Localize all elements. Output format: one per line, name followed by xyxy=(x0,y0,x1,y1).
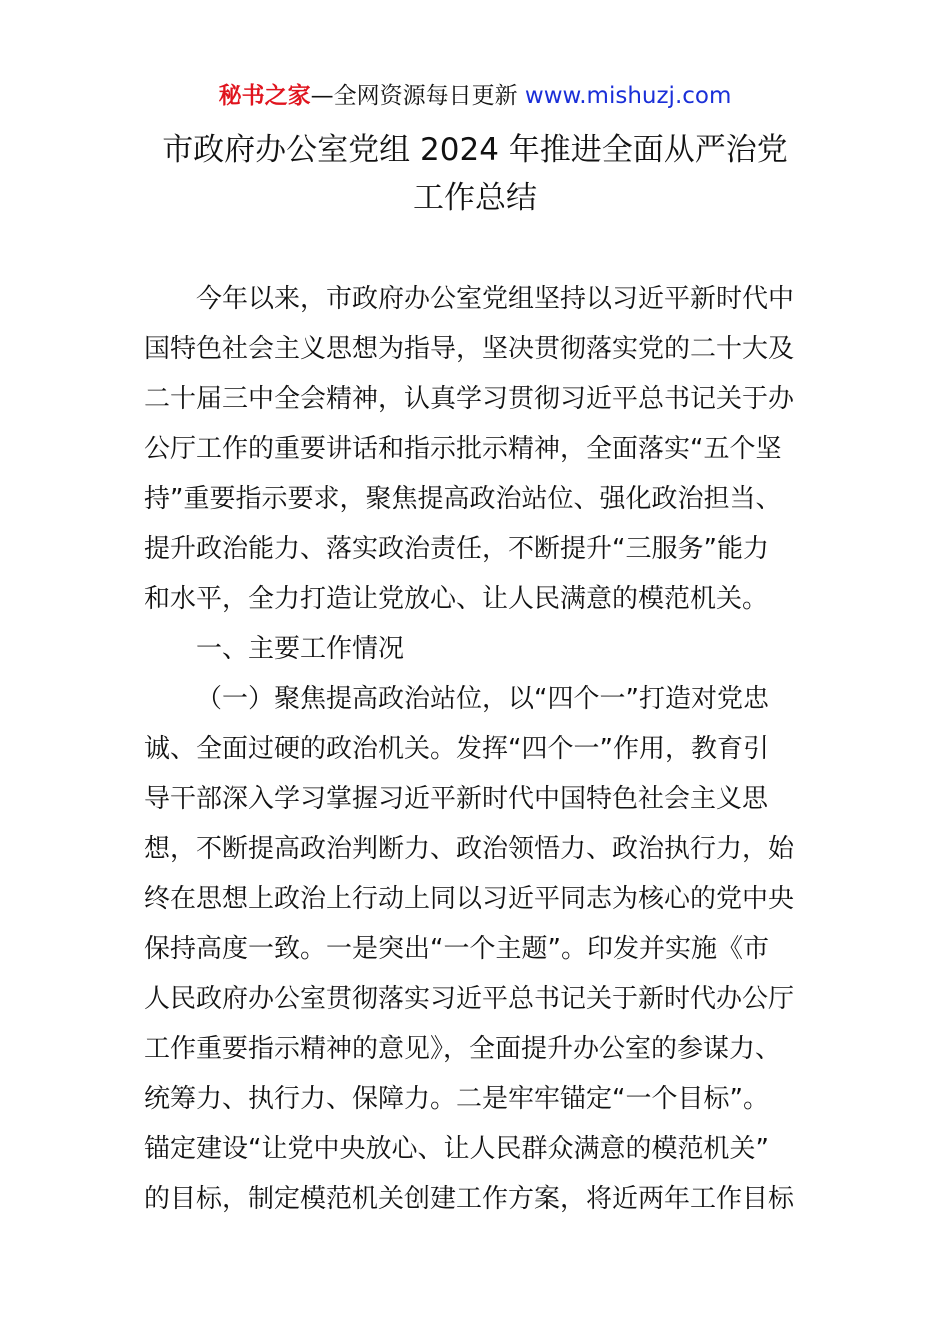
body-line: 持”重要指示要求，聚焦提高政治站位、强化政治担当、 xyxy=(144,484,782,514)
document-title-line-2: 工作总结 xyxy=(413,180,537,216)
document-body xyxy=(144,274,808,1224)
body-line: 工作重要指示精神的意见》，全面提升办公室的参谋力、 xyxy=(144,1034,782,1064)
body-line: 和水平，全力打造让党放心、让人民满意的模范机关。 xyxy=(144,584,769,614)
document-title xyxy=(0,126,950,222)
body-line: 统筹力、执行力、保障力。二是牢牢锚定“一个目标”。 xyxy=(144,1084,769,1114)
body-line: 二十届三中全会精神，认真学习贯彻习近平总书记关于办 xyxy=(144,384,795,414)
body-line: 今年以来，市政府办公室党组坚持以习近平新时代中 xyxy=(196,284,795,314)
body-line: 提升政治能力、落实政治责任，不断提升“三服务”能力 xyxy=(144,534,769,564)
body-line: 终在思想上政治上行动上同以习近平同志为核心的党中央 xyxy=(144,884,795,914)
body-line: 国特色社会主义思想为指导，坚决贯彻落实党的二十大及 xyxy=(144,334,795,364)
site-url: www.mishuzj.com xyxy=(524,83,732,109)
body-line: 想，不断提高政治判断力、政治领悟力、政治执行力，始 xyxy=(144,834,795,864)
body-line: 诚、全面过硬的政治机关。发挥“四个一”作用，教育引 xyxy=(144,734,769,764)
site-header xyxy=(0,80,950,112)
body-line: 公厅工作的重要讲话和指示批示精神，全面落实“五个坚 xyxy=(144,434,782,464)
body-line: 导干部深入学习掌握习近平新时代中国特色社会主义思 xyxy=(144,784,769,814)
document-title-line-1: 市政府办公室党组 2024 年推进全面从严治党 xyxy=(162,132,788,168)
site-brand: 秘书之家 xyxy=(218,83,311,109)
body-line: 保持高度一致。一是突出“一个主题”。印发并实施《市 xyxy=(144,934,769,964)
section-heading: 一、主要工作情况 xyxy=(196,634,405,664)
body-line: 人民政府办公室贯彻落实习近平总书记关于新时代办公厅 xyxy=(144,984,795,1014)
body-line: （一）聚焦提高政治站位，以“四个一”打造对党忠 xyxy=(196,684,769,714)
body-line: 的目标，制定模范机关创建工作方案，将近两年工作目标 xyxy=(144,1184,795,1214)
site-tagline: —全网资源每日更新 xyxy=(310,83,525,109)
body-line: 锚定建设“让党中央放心、让人民群众满意的模范机关” xyxy=(144,1134,769,1164)
